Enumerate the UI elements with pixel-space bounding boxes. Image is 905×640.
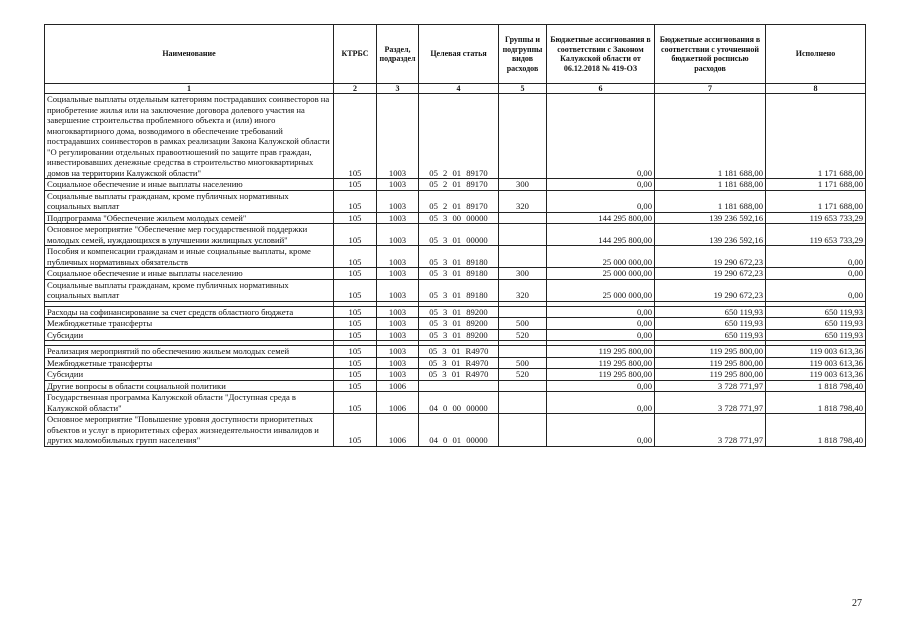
table-row — [45, 392, 866, 414]
row-ktrbs: 105 — [334, 246, 377, 268]
row-law-amount: 25 000 000,00 — [547, 279, 655, 301]
row-name: Субсидии — [45, 329, 334, 341]
row-target-article: 05 3 01 89180 — [419, 246, 499, 268]
row-refined-amount: 139 236 592,16 — [655, 224, 766, 246]
row-refined-amount: 19 290 672,23 — [655, 279, 766, 301]
row-law-amount: 25 000 000,00 — [547, 246, 655, 268]
row-target-article: 05 3 01 R4970 — [419, 369, 499, 381]
row-target-article: 05 3 01 89200 — [419, 318, 499, 330]
row-section: 1003 — [377, 346, 419, 358]
row-refined-amount: 119 295 800,00 — [655, 357, 766, 369]
row-expense-group: 520 — [499, 369, 547, 381]
row-expense-group — [499, 212, 547, 224]
row-name: Социальные выплаты гражданам, кроме публичных нормативных социальных выплат — [45, 279, 334, 301]
table-row — [45, 268, 866, 280]
table-row — [45, 357, 866, 369]
row-target-article: 05 3 01 00000 — [419, 224, 499, 246]
row-name: Межбюджетные трансферты — [45, 357, 334, 369]
table-row — [45, 212, 866, 224]
column-number: 8 — [766, 84, 866, 94]
row-expense-group — [499, 346, 547, 358]
row-law-amount: 0,00 — [547, 414, 655, 447]
row-name: Социальное обеспечение и иные выплаты населению — [45, 179, 334, 191]
row-refined-amount: 3 728 771,97 — [655, 380, 766, 392]
row-expense-group: 520 — [499, 329, 547, 341]
column-number: 5 — [499, 84, 547, 94]
row-target-article: 05 3 01 89200 — [419, 329, 499, 341]
row-target-article: 05 2 01 89170 — [419, 190, 499, 212]
table-row — [45, 318, 866, 330]
row-law-amount: 0,00 — [547, 179, 655, 191]
row-executed-amount: 119 003 613,36 — [766, 369, 866, 381]
row-executed-amount: 119 653 733,29 — [766, 224, 866, 246]
row-expense-group — [499, 94, 547, 179]
row-expense-group: 500 — [499, 357, 547, 369]
row-name: Государственная программа Калужской области "Доступная среда в Калужской области" — [45, 392, 334, 414]
row-expense-group — [499, 224, 547, 246]
column-number-row — [45, 84, 866, 94]
row-law-amount: 0,00 — [547, 94, 655, 179]
row-ktrbs: 105 — [334, 94, 377, 179]
row-ktrbs: 105 — [334, 318, 377, 330]
row-ktrbs: 105 — [334, 380, 377, 392]
header-section: Раздел, подраздел — [377, 25, 419, 84]
row-name: Реализация мероприятий по обеспечению жильем молодых семей — [45, 346, 334, 358]
row-target-article: 04 0 01 00000 — [419, 414, 499, 447]
row-law-amount: 0,00 — [547, 306, 655, 318]
row-law-amount: 0,00 — [547, 318, 655, 330]
row-executed-amount: 1 818 798,40 — [766, 392, 866, 414]
row-target-article: 05 2 01 89170 — [419, 179, 499, 191]
row-section: 1003 — [377, 318, 419, 330]
row-executed-amount: 119 003 613,36 — [766, 346, 866, 358]
row-name: Пособия и компенсации гражданам и иные социальные выплаты, кроме публичных нормативных обязательств — [45, 246, 334, 268]
row-executed-amount: 1 818 798,40 — [766, 380, 866, 392]
row-law-amount: 0,00 — [547, 329, 655, 341]
row-law-amount: 144 295 800,00 — [547, 224, 655, 246]
table-row — [45, 279, 866, 301]
column-number: 6 — [547, 84, 655, 94]
header-executed: Исполнено — [766, 25, 866, 84]
header-ktrbs: КТРБС — [334, 25, 377, 84]
table-row — [45, 190, 866, 212]
row-target-article: 05 3 01 89180 — [419, 268, 499, 280]
row-section: 1006 — [377, 380, 419, 392]
row-executed-amount: 0,00 — [766, 268, 866, 280]
table-row — [45, 306, 866, 318]
row-section: 1003 — [377, 369, 419, 381]
row-ktrbs: 105 — [334, 414, 377, 447]
row-ktrbs: 105 — [334, 224, 377, 246]
row-section: 1003 — [377, 306, 419, 318]
row-section: 1003 — [377, 279, 419, 301]
row-law-amount: 119 295 800,00 — [547, 369, 655, 381]
row-target-article: 05 3 01 89180 — [419, 279, 499, 301]
row-law-amount: 144 295 800,00 — [547, 212, 655, 224]
row-section: 1003 — [377, 179, 419, 191]
row-executed-amount: 650 119,93 — [766, 329, 866, 341]
row-executed-amount: 1 818 798,40 — [766, 414, 866, 447]
row-expense-group — [499, 380, 547, 392]
row-ktrbs: 105 — [334, 392, 377, 414]
row-refined-amount: 19 290 672,23 — [655, 246, 766, 268]
table-row — [45, 380, 866, 392]
row-name: Расходы на софинансирование за счет средств областного бюджета — [45, 306, 334, 318]
row-refined-amount: 3 728 771,97 — [655, 414, 766, 447]
row-executed-amount: 650 119,93 — [766, 306, 866, 318]
column-number: 3 — [377, 84, 419, 94]
row-executed-amount: 1 171 688,00 — [766, 94, 866, 179]
row-expense-group: 320 — [499, 279, 547, 301]
row-refined-amount: 650 119,93 — [655, 329, 766, 341]
row-ktrbs: 105 — [334, 179, 377, 191]
row-section: 1006 — [377, 392, 419, 414]
header-target: Целевая статья — [419, 25, 499, 84]
row-name: Другие вопросы в области социальной политики — [45, 380, 334, 392]
row-name: Социальные выплаты гражданам, кроме публичных нормативных социальных выплат — [45, 190, 334, 212]
row-ktrbs: 105 — [334, 190, 377, 212]
row-section: 1003 — [377, 357, 419, 369]
row-ktrbs: 105 — [334, 212, 377, 224]
row-ktrbs: 105 — [334, 357, 377, 369]
row-refined-amount: 1 181 688,00 — [655, 179, 766, 191]
row-executed-amount: 650 119,93 — [766, 318, 866, 330]
header-law: Бюджетные ассигнования в соответствии с Законом Калужской области от 06.12.2018 № 419-ОЗ — [547, 25, 655, 84]
row-expense-group — [499, 246, 547, 268]
column-number: 7 — [655, 84, 766, 94]
row-refined-amount: 650 119,93 — [655, 306, 766, 318]
row-target-article: 05 3 01 R4970 — [419, 346, 499, 358]
table-row — [45, 369, 866, 381]
row-refined-amount: 3 728 771,97 — [655, 392, 766, 414]
row-law-amount: 0,00 — [547, 190, 655, 212]
row-section: 1003 — [377, 246, 419, 268]
table-row — [45, 94, 866, 179]
row-executed-amount: 1 171 688,00 — [766, 179, 866, 191]
table-row — [45, 414, 866, 447]
row-name: Основное мероприятие "Обеспечение мер государственной поддержки молодых семей, нуждающихся в улучшении жилищных условий" — [45, 224, 334, 246]
row-expense-group: 500 — [499, 318, 547, 330]
row-expense-group: 320 — [499, 190, 547, 212]
row-refined-amount: 1 181 688,00 — [655, 190, 766, 212]
row-law-amount: 119 295 800,00 — [547, 346, 655, 358]
row-refined-amount: 139 236 592,16 — [655, 212, 766, 224]
table-row — [45, 346, 866, 358]
row-law-amount: 25 000 000,00 — [547, 268, 655, 280]
row-executed-amount: 119 653 733,29 — [766, 212, 866, 224]
row-target-article: 05 3 00 00000 — [419, 212, 499, 224]
row-ktrbs: 105 — [334, 329, 377, 341]
row-section: 1003 — [377, 94, 419, 179]
row-section: 1003 — [377, 190, 419, 212]
row-executed-amount: 119 003 613,36 — [766, 357, 866, 369]
row-section: 1003 — [377, 224, 419, 246]
row-expense-group: 300 — [499, 268, 547, 280]
table-row — [45, 329, 866, 341]
row-law-amount: 119 295 800,00 — [547, 357, 655, 369]
table-row — [45, 246, 866, 268]
row-expense-group — [499, 306, 547, 318]
row-name: Субсидии — [45, 369, 334, 381]
budget-table — [44, 24, 866, 447]
table-row — [45, 179, 866, 191]
row-section: 1003 — [377, 329, 419, 341]
row-ktrbs: 105 — [334, 306, 377, 318]
header-row — [45, 25, 866, 84]
row-executed-amount: 0,00 — [766, 279, 866, 301]
row-expense-group — [499, 414, 547, 447]
column-number: 4 — [419, 84, 499, 94]
row-ktrbs: 105 — [334, 369, 377, 381]
header-refined: Бюджетные ассигнования в соответствии с уточненной бюджетной росписью расходов — [655, 25, 766, 84]
table-row — [45, 224, 866, 246]
row-refined-amount: 19 290 672,23 — [655, 268, 766, 280]
row-expense-group: 300 — [499, 179, 547, 191]
row-name: Межбюджетные трансферты — [45, 318, 334, 330]
row-section: 1006 — [377, 414, 419, 447]
header-groups: Группы и подгруппы видов расходов — [499, 25, 547, 84]
row-ktrbs: 105 — [334, 268, 377, 280]
row-ktrbs: 105 — [334, 346, 377, 358]
column-number: 2 — [334, 84, 377, 94]
row-section: 1003 — [377, 212, 419, 224]
row-section: 1003 — [377, 268, 419, 280]
row-target-article: 05 3 01 89200 — [419, 306, 499, 318]
row-target-article: 05 3 01 R4970 — [419, 357, 499, 369]
row-target-article: 04 0 00 00000 — [419, 392, 499, 414]
row-refined-amount: 119 295 800,00 — [655, 369, 766, 381]
header-name: Наименование — [45, 25, 334, 84]
row-refined-amount: 1 181 688,00 — [655, 94, 766, 179]
row-name: Социальные выплаты отдельным категориям пострадавших соинвесторов на приобретение жилья или на заключение договора долевого участия на завершение строительства проблемного объекта и (или) иного многоквартирного дома, возводимого в обеспечение требований пострадавших соинвесторов в рамках реализации Закона Калужской области "О регулировании отдельных правоотношений по защите прав граждан, инвестировавших денежные средства в строительство многоквартирных домов на территории Калужской области" — [45, 94, 334, 179]
row-law-amount: 0,00 — [547, 392, 655, 414]
row-law-amount: 0,00 — [547, 380, 655, 392]
row-executed-amount: 0,00 — [766, 246, 866, 268]
row-expense-group — [499, 392, 547, 414]
row-ktrbs: 105 — [334, 279, 377, 301]
row-target-article — [419, 380, 499, 392]
table-body — [45, 94, 866, 447]
row-name: Подпрограмма "Обеспечение жильем молодых семей" — [45, 212, 334, 224]
column-number: 1 — [45, 84, 334, 94]
row-executed-amount: 1 171 688,00 — [766, 190, 866, 212]
row-name: Социальное обеспечение и иные выплаты населению — [45, 268, 334, 280]
row-refined-amount: 119 295 800,00 — [655, 346, 766, 358]
row-name: Основное мероприятие "Повышение уровня доступности приоритетных объектов и услуг в приоритетных сферах жизнедеятельности инвалидов и других маломобильных групп населения" — [45, 414, 334, 447]
page-number: 27 — [852, 598, 862, 609]
row-target-article: 05 2 01 89170 — [419, 94, 499, 179]
row-refined-amount: 650 119,93 — [655, 318, 766, 330]
